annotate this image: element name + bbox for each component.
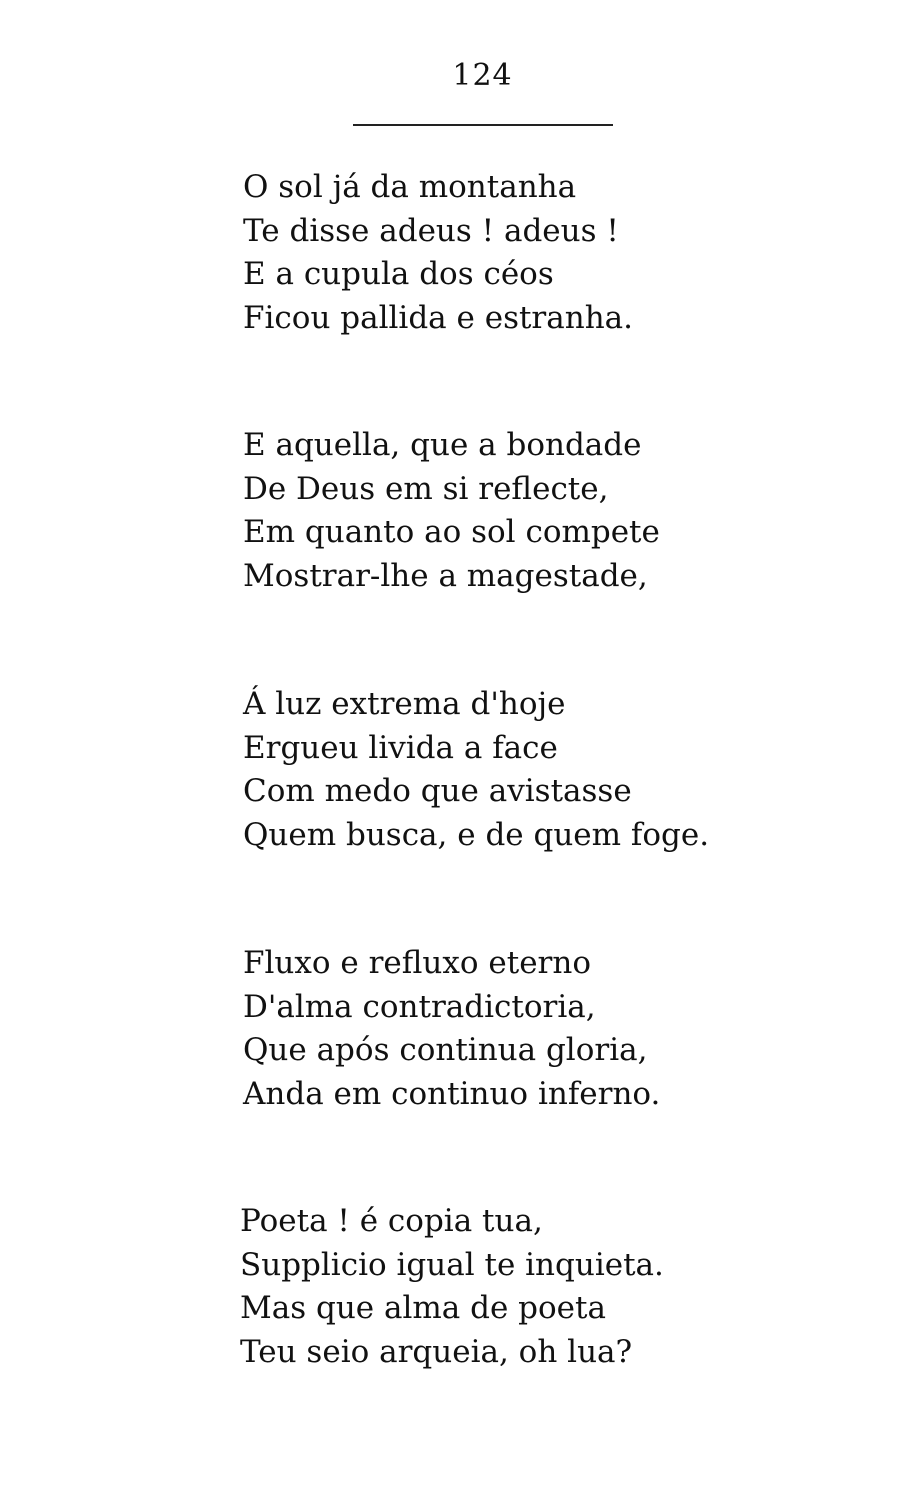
- verse-line: E aquella, que a bondade: [243, 427, 642, 463]
- verse-line: D'alma contradictoria,: [243, 988, 596, 1025]
- verse-line: Poeta ! é copia tua,: [240, 1203, 543, 1239]
- verse-line: E a cupula dos céos: [243, 256, 554, 292]
- verse-line: Á luz extrema d'hoje: [243, 686, 566, 722]
- verse-line: Teu seio arqueia, oh lua?: [240, 1333, 633, 1370]
- stanza-3: [243, 683, 709, 857]
- verse-line: Com medo que avistasse: [243, 773, 632, 809]
- verse-line: Quem busca, e de quem foge.: [243, 816, 710, 853]
- verse-line: Ergueu livida a face: [243, 729, 558, 766]
- verse-line: Fluxo e refluxo eterno: [243, 945, 591, 981]
- verse-line: Ficou pallida e estranha.: [243, 299, 633, 336]
- stanza-5: [240, 1200, 664, 1374]
- stanza-1: [243, 166, 633, 340]
- verse-line: O sol já da montanha: [243, 169, 577, 205]
- verse-line: Em quanto ao sol compete: [243, 514, 660, 550]
- verse-line: Que após continua gloria,: [243, 1032, 648, 1068]
- stanza-4: [243, 942, 660, 1116]
- header-rule: [353, 124, 613, 126]
- verse-line: De Deus em si reflecte,: [243, 470, 609, 507]
- verse-line: Te disse adeus ! adeus !: [243, 212, 619, 249]
- verse-line: Mas que alma de poeta: [240, 1290, 606, 1326]
- stanza-2: [243, 424, 660, 598]
- verse-line: Supplicio igual te inquieta.: [240, 1246, 664, 1283]
- verse-line: Mostrar-lhe a magestade,: [243, 557, 648, 594]
- verse-line: Anda em continuo inferno.: [243, 1075, 661, 1112]
- page-number: 124: [452, 58, 513, 93]
